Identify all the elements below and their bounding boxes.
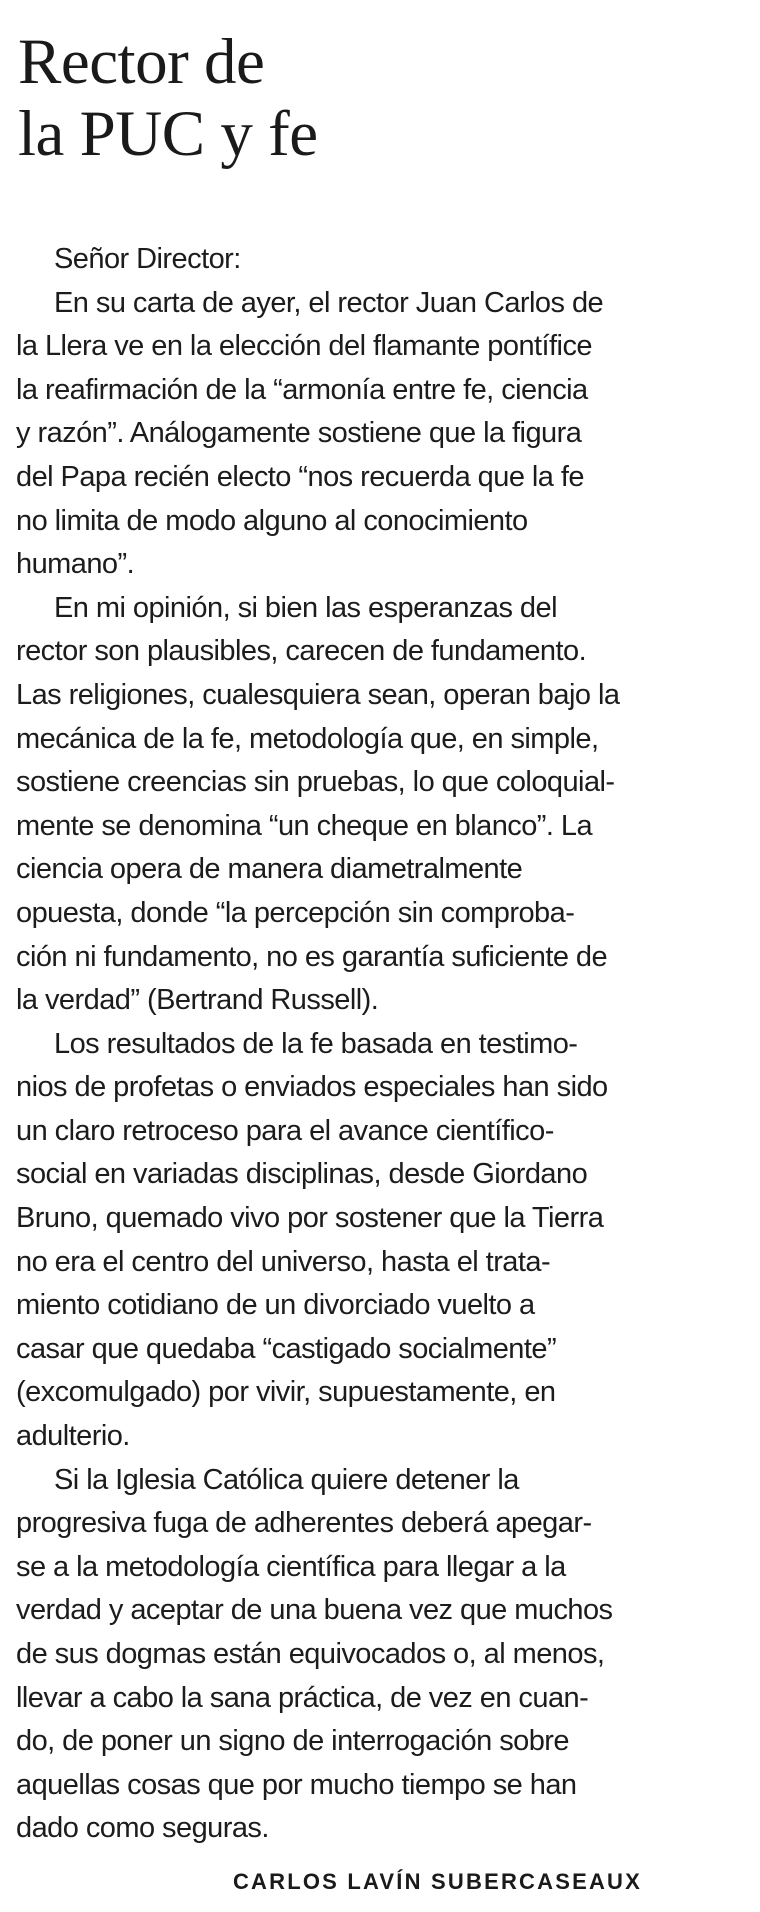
text-line: no era el centro del universo, hasta el trata- <box>16 1245 551 1278</box>
paragraph-4 <box>16 1459 642 1851</box>
text-line: se a la metodología científica para llegar a la <box>16 1550 566 1583</box>
text-line: de sus dogmas están equivocados o, al menos, <box>16 1638 605 1670</box>
text-line: no limita de modo alguno al conocimiento <box>16 504 528 537</box>
text-line: En mi opinión, si bien las esperanzas del <box>54 591 557 624</box>
text-line: (excomulgado) por vivir, supuestamente, en <box>16 1376 556 1409</box>
text-line: ciencia opera de manera diametralmente <box>16 853 523 886</box>
text-line: llevar a cabo la sana práctica, de vez en cuan- <box>16 1681 589 1714</box>
headline-line-1: Rector de <box>18 26 265 98</box>
paragraph-1 <box>16 282 642 587</box>
text-line: sostiene creencias sin pruebas, lo que coloquial- <box>16 766 615 799</box>
text-line: del Papa recién electo “nos recuerda que la fe <box>16 460 584 493</box>
text-line: ción ni fundamento, no es garantía suficiente de <box>16 940 608 973</box>
text-line: adulterio. <box>16 1420 130 1453</box>
text-line: Bruno, quemado vivo por sostener que la Tierra <box>16 1202 604 1235</box>
headline <box>18 26 318 170</box>
text-line: verdad y aceptar de una buena vez que muchos <box>16 1594 613 1627</box>
text-line: humano”. <box>16 548 135 581</box>
text-line: nios de profetas o enviados especiales han sido <box>16 1071 608 1104</box>
letter-body <box>16 238 642 1851</box>
text-line: do, de poner un signo de interrogación sobre <box>16 1725 569 1758</box>
text-line: Las religiones, cualesquiera sean, operan bajo la <box>16 678 620 711</box>
text-line: Si la Iglesia Católica quiere detener la <box>54 1463 519 1496</box>
paragraph-3 <box>16 1023 642 1459</box>
text-line: y razón”. Análogamente sostiene que la figura <box>16 417 582 450</box>
paragraph-2 <box>16 587 642 1023</box>
author-signature: CARLOS LAVÍN SUBERCASEAUX <box>232 1869 642 1894</box>
text-line: dado como seguras. <box>16 1812 269 1845</box>
text-line: un claro retroceso para el avance científico- <box>16 1114 554 1147</box>
text-line: rector son plausibles, carecen de fundamento. <box>16 635 587 668</box>
headline-line-2: la PUC y fe <box>18 98 318 170</box>
text-line: la reafirmación de la “armonía entre fe, ciencia <box>16 373 588 406</box>
text-line: miento cotidiano de un divorciado vuelto a <box>16 1289 535 1322</box>
text-line: casar que quedaba “castigado socialmente” <box>16 1332 557 1365</box>
text-line: progresiva fuga de adherentes deberá apegar- <box>16 1507 592 1540</box>
salutation-text: Señor Director: <box>54 243 241 275</box>
text-line: la verdad” (Bertrand Russell). <box>16 984 379 1017</box>
text-line: aquellas cosas que por mucho tiempo se han <box>16 1768 577 1801</box>
text-line: Los resultados de la fe basada en testimo- <box>54 1027 578 1060</box>
text-line: la Llera ve en la elección del flamante pontífice <box>16 330 592 363</box>
salutation <box>16 238 642 282</box>
text-line: mecánica de la fe, metodología que, en simple, <box>16 722 599 755</box>
text-line: opuesta, donde “la percepción sin comproba- <box>16 896 575 929</box>
text-line: social en variadas disciplinas, desde Giordano <box>16 1158 588 1191</box>
text-line: En su carta de ayer, el rector Juan Carlos de <box>54 286 604 319</box>
text-line: mente se denomina “un cheque en blanco”. La <box>16 809 593 842</box>
